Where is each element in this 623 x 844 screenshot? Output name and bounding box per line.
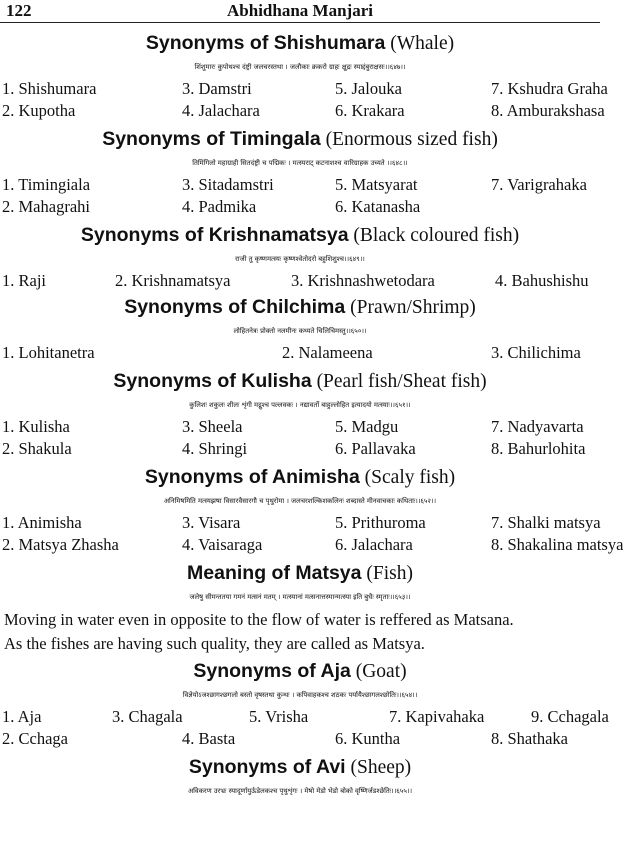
sanskrit-verse: तिमिंगिलो महाग्राही सितदंष्ट्री च पद्मिकः । मत्स्यराट् कटनाशश्च वारिग्राहक उच्यते ।।६४८।। bbox=[192, 159, 408, 167]
synonym-item: 7. Kapivahaka bbox=[389, 707, 485, 726]
synonym-item: 3. Krishnashwetodara bbox=[291, 271, 435, 290]
explanation-text: As the fishes are having such quality, they are called as Matsya. bbox=[4, 634, 425, 653]
synonym-item: 1. Raji bbox=[2, 271, 46, 290]
heading-english-meaning: (Sheep) bbox=[345, 757, 412, 778]
section-heading bbox=[0, 222, 600, 248]
explanation-text: Moving in water even in opposite to the flow of water is reffered as Matsana. bbox=[4, 610, 514, 629]
section-heading bbox=[0, 30, 600, 56]
synonym-item: 9. Cchagala bbox=[531, 707, 609, 726]
synonym-item: 3. Sheela bbox=[182, 417, 243, 436]
synonym-item: 2. Cchaga bbox=[2, 729, 68, 748]
heading-bold-text: Synonyms of Shishumara bbox=[145, 32, 386, 54]
page-content bbox=[0, 30, 623, 802]
synonym-item: 2. Kupotha bbox=[2, 101, 76, 120]
sanskrit-verse: अनिमिषमिति मत्स्यझषा विसारवैसारगौ च पृथुरोमा । जलचरशल्किशकलिनः शब्दास्ते मीनवाचकाः कथिताः।।६५२।। bbox=[163, 497, 437, 505]
section-heading bbox=[0, 754, 600, 780]
sanskrit-verse: विज्ञेयोऽजश्छागश्छगलो बस्तो वृषस्तथा कुन्थः । कपिवाहकश्च शठकः पर्यायैश्छागलश्छोतिः।।६५४।। bbox=[182, 691, 418, 699]
heading-english-meaning: (Black coloured fish) bbox=[348, 225, 520, 246]
sanskrit-verse: लोहितनेत्रः प्रोक्तो नलमीनः कथ्यते चिलिचिमस्तु।।६५०।। bbox=[233, 327, 367, 335]
sanskrit-verse: शिंशुमारः कुपोथश्च दंष्ट्री जलचरस्तथा । जलौकाः क्रकरो ग्राहः क्षुद्रः स्याद्दंबुराक्षसः।।६४७।। bbox=[194, 63, 406, 71]
synonym-item: 5. Madgu bbox=[335, 417, 399, 436]
heading-english-meaning: (Enormous sized fish) bbox=[320, 129, 498, 150]
synonym-section bbox=[0, 126, 600, 218]
synonym-item: 3. Visara bbox=[182, 513, 241, 532]
synonym-row bbox=[0, 728, 600, 750]
synonym-row bbox=[0, 416, 600, 438]
synonym-item: 1. Animisha bbox=[2, 513, 82, 532]
synonym-item: 6. Pallavaka bbox=[335, 439, 416, 458]
synonym-section bbox=[0, 464, 623, 556]
synonym-item: 5. Jalouka bbox=[335, 79, 402, 98]
synonym-section bbox=[0, 560, 600, 656]
page-header bbox=[0, 0, 600, 23]
page-number: 122 bbox=[6, 1, 32, 20]
synonym-item: 2. Matsya Zhasha bbox=[2, 535, 119, 554]
synonym-item: 4. Shringi bbox=[182, 439, 248, 458]
synonym-row bbox=[0, 270, 600, 292]
synonym-item: 7. Varigrahaka bbox=[491, 175, 587, 194]
synonym-item: 2. Shakula bbox=[2, 439, 72, 458]
sanskrit-verse: राजी तु कृष्णमत्स्यः कृष्णश्वेतोदरो बहुशिशुश्च।।६४९।। bbox=[235, 255, 365, 263]
synonym-item: 6. Katanasha bbox=[335, 197, 421, 216]
synonym-row bbox=[0, 174, 600, 196]
synonym-row bbox=[0, 438, 600, 460]
synonym-row bbox=[0, 342, 600, 364]
section-heading bbox=[0, 464, 600, 490]
synonym-section bbox=[0, 30, 608, 122]
heading-bold-text: Synonyms of Timingala bbox=[102, 128, 321, 150]
heading-bold-text: Synonyms of Aja bbox=[193, 660, 351, 682]
heading-bold-text: Synonyms of Chilchima bbox=[124, 296, 346, 318]
synonym-section bbox=[0, 754, 600, 802]
synonym-item: 6. Jalachara bbox=[335, 535, 413, 554]
section-heading bbox=[0, 368, 600, 394]
heading-english-meaning: (Goat) bbox=[350, 661, 407, 682]
book-title: Abhidhana Manjari bbox=[227, 1, 373, 20]
synonym-item: 4. Jalachara bbox=[182, 101, 260, 120]
synonym-item: 5. Prithuroma bbox=[335, 513, 426, 532]
section-heading bbox=[0, 560, 600, 586]
synonym-item: 8. Amburakshasa bbox=[491, 101, 605, 120]
synonym-item: 4. Vaisaraga bbox=[182, 535, 263, 554]
synonym-item: 7. Shalki matsya bbox=[491, 513, 601, 532]
synonym-row bbox=[0, 512, 600, 534]
section-heading bbox=[0, 294, 600, 320]
synonym-item: 1. Shishumara bbox=[2, 79, 97, 98]
sanskrit-verse: कुलिशः शकुलः शीलः शृंगी मद्गुश्च पल्लवकः । नद्यावर्तो बाहुल्लोहित इत्यादयो मत्स्याः।।६५१।। bbox=[189, 401, 411, 409]
synonym-section bbox=[0, 368, 600, 460]
synonym-item: 4. Padmika bbox=[182, 197, 257, 216]
heading-bold-text: Synonyms of Kulisha bbox=[113, 370, 312, 392]
heading-bold-text: Synonyms of Animisha bbox=[144, 466, 360, 488]
synonym-item: 6. Kuntha bbox=[335, 729, 401, 748]
synonym-section bbox=[0, 294, 600, 364]
heading-english-meaning: (Pearl fish/Sheat fish) bbox=[311, 371, 487, 392]
synonym-item: 1. Lohitanetra bbox=[2, 343, 95, 362]
synonym-item: 1. Aja bbox=[2, 707, 42, 726]
synonym-item: 1. Kulisha bbox=[2, 417, 70, 436]
section-heading bbox=[0, 658, 600, 684]
synonym-item: 3. Damstri bbox=[182, 79, 252, 98]
synonym-section bbox=[0, 222, 600, 292]
synonym-item: 8. Shakalina matsya bbox=[491, 535, 623, 554]
synonym-item: 2. Mahagrahi bbox=[2, 197, 90, 216]
heading-bold-text: Synonyms of Krishnamatsya bbox=[80, 224, 349, 246]
synonym-item: 8. Shathaka bbox=[491, 729, 568, 748]
synonym-item: 3. Sitadamstri bbox=[182, 175, 274, 194]
synonym-item: 1. Timingiala bbox=[2, 175, 91, 194]
heading-english-meaning: (Scaly fish) bbox=[359, 467, 456, 488]
synonym-item: 7. Kshudra Graha bbox=[491, 79, 608, 98]
synonym-item: 3. Chilichima bbox=[491, 343, 581, 362]
synonym-item: 3. Chagala bbox=[112, 707, 183, 726]
heading-bold-text: Meaning of Matsya bbox=[187, 562, 362, 584]
synonym-row bbox=[0, 196, 600, 218]
synonym-item: 4. Basta bbox=[182, 729, 236, 748]
synonym-item: 2. Krishnamatsya bbox=[115, 271, 231, 290]
synonym-row bbox=[0, 706, 609, 728]
heading-english-meaning: (Whale) bbox=[385, 33, 455, 54]
section-heading bbox=[0, 126, 600, 152]
sanskrit-verse: अविकरण उरभ्रः स्यादूर्णायुर्ऊडेलकश्च पृथुशृंगः । मेषो मेडो भेडो बोको वृष्णिर्जडश्छेतिः।।६५५।। bbox=[187, 787, 413, 795]
sanskrit-verse: जलेषु सीमन्ततया गमनं मत्सनं मतम् । मत्स्यानां मत्सनात्तस्मान्मत्स्या इति बुधैः स्मृताः।।६५३।। bbox=[189, 593, 411, 601]
synonym-section bbox=[0, 658, 609, 750]
synonym-item: 8. Bahurlohita bbox=[491, 439, 586, 458]
synonym-item: 7. Nadyavarta bbox=[491, 417, 584, 436]
heading-english-meaning: (Fish) bbox=[361, 563, 413, 584]
synonym-item: 5. Matsyarat bbox=[335, 175, 418, 194]
synonym-row bbox=[0, 534, 623, 556]
heading-english-meaning: (Prawn/Shrimp) bbox=[345, 297, 476, 318]
synonym-item: 6. Krakara bbox=[335, 101, 405, 120]
synonym-row bbox=[0, 100, 605, 122]
synonym-row bbox=[0, 78, 608, 100]
synonym-item: 2. Nalameena bbox=[282, 343, 373, 362]
synonym-item: 4. Bahushishu bbox=[495, 271, 589, 290]
heading-bold-text: Synonyms of Avi bbox=[188, 756, 346, 778]
synonym-item: 5. Vrisha bbox=[249, 707, 309, 726]
